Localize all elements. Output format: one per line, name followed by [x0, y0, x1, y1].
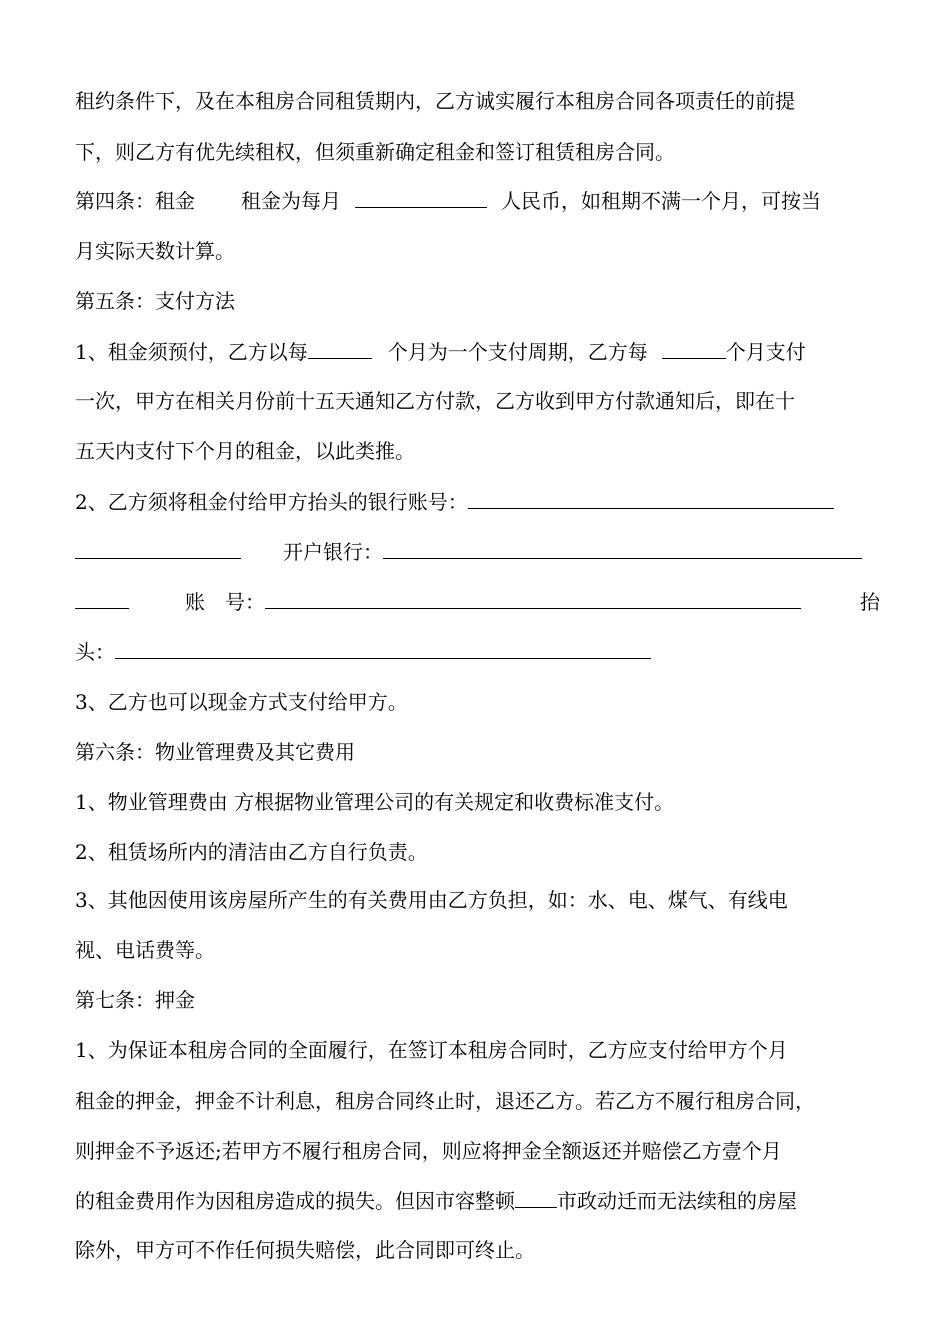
paragraph-line: 2、租赁场所内的清洁由乙方自行负责。 [75, 840, 428, 864]
rent-amount-blank[interactable] [355, 189, 487, 208]
item-text: 个月支付 [725, 340, 806, 364]
header-line [75, 638, 880, 666]
account-line [75, 588, 880, 616]
paragraph-line: 视、电话费等。 [75, 938, 215, 962]
paragraph-line: 下，则乙方有优先续租权，但须重新确定租金和签订租赁租房合同。 [75, 140, 675, 164]
account-header-blank[interactable] [115, 640, 651, 659]
bank-name-blank[interactable] [383, 540, 862, 559]
header-label-part: 抬 [860, 590, 880, 614]
paragraph-line: 3、乙方也可以现金方式支付给甲方。 [75, 690, 408, 714]
article-7-title: 第七条：押金 [75, 988, 195, 1012]
paragraph-line: 月实际天数计算。 [75, 239, 235, 263]
paragraph-line: 五天内支付下个月的租金，以此类推。 [75, 439, 415, 463]
rent-text: 租金为每月 [241, 189, 341, 213]
rent-text-2: 人民币，如租期不满一个月，可按当 [501, 189, 821, 213]
item-text: 市政动迁而无法续租的房屋 [557, 1189, 797, 1213]
item-text: 1、租金须预付，乙方以每 [75, 340, 308, 364]
paragraph-line: 租约条件下，及在本租房合同租赁期内，乙方诚实履行本租房合同各项责任的前提 [75, 89, 795, 113]
item-text: 2、乙方须将租金付给甲方抬头的银行账号： [75, 490, 468, 514]
blank-line[interactable] [75, 590, 129, 609]
blank-line[interactable] [515, 1189, 557, 1208]
item-text: 的租金费用作为因租房造成的损失。但因市容整顿 [75, 1189, 515, 1213]
paragraph-line: 一次，甲方在相关月份前十五天通知乙方付款，乙方收到甲方付款通知后，即在十 [75, 389, 795, 413]
period-blank[interactable] [308, 340, 372, 359]
paragraph-line: 3、其他因使用该房屋所产生的有关费用由乙方负担，如：水、电、煤气、有线电 [75, 888, 788, 912]
paragraph-line: 1、物业管理费由 方根据物业管理公司的有关规定和收费标准支付。 [75, 790, 675, 814]
payment-item-2-line [75, 488, 880, 516]
account-number-blank[interactable] [265, 590, 801, 609]
payment-months-blank[interactable] [662, 340, 726, 359]
bank-line [75, 538, 880, 566]
header-label: 头： [75, 640, 115, 664]
blank-line[interactable] [75, 540, 241, 559]
article-4-line [75, 187, 880, 215]
paragraph-line: 1、为保证本租房合同的全面履行，在签订本租房合同时，乙方应支付给甲方个月 [75, 1038, 788, 1062]
paragraph-line: 租金的押金，押金不计利息，租房合同终止时，退还乙方。若乙方不履行租房合同， [75, 1089, 815, 1113]
bank-label: 开户银行： [283, 540, 383, 564]
item-text: 个月为一个支付周期，乙方每 [387, 340, 648, 364]
article-5-title: 第五条：支付方法 [75, 289, 235, 313]
deposit-line [75, 1187, 880, 1215]
paragraph-line: 则押金不予返还;若甲方不履行租房合同，则应将押金全额返还并赔偿乙方壹个月 [75, 1139, 782, 1163]
account-label: 账 号： [185, 590, 265, 614]
payment-item-1-line [75, 338, 880, 366]
paragraph-line: 除外，甲方可不作任何损失赔偿，此合同即可终止。 [75, 1238, 535, 1262]
bank-account-blank[interactable] [468, 490, 834, 509]
article-4-title: 第四条：租金 [75, 189, 195, 213]
article-6-title: 第六条：物业管理费及其它费用 [75, 740, 355, 764]
